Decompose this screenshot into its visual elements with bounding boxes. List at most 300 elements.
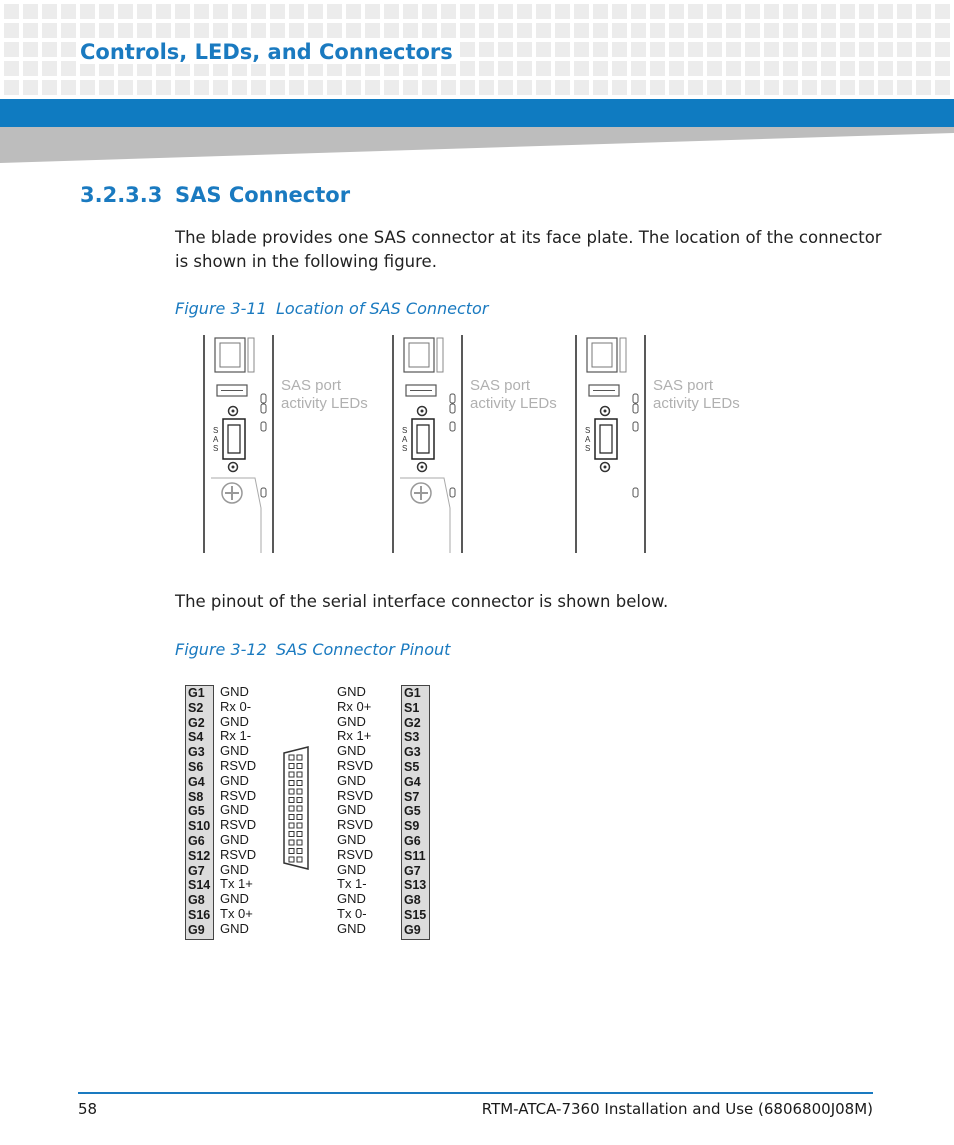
activity-led <box>633 394 638 403</box>
header-pattern-square <box>555 61 570 76</box>
connector-pin <box>289 815 294 820</box>
header-pattern-square <box>289 4 304 19</box>
pin-signal: Tx 0- <box>337 905 367 921</box>
activity-led <box>450 422 455 431</box>
pin-number: G4 <box>188 774 205 789</box>
header-pattern-square <box>289 23 304 38</box>
activity-led <box>633 488 638 497</box>
header-pattern-square <box>821 80 836 95</box>
header-pattern-square <box>80 4 95 19</box>
header-pattern-square <box>61 4 76 19</box>
pin-signal: GND <box>220 920 249 936</box>
header-pattern-square <box>574 4 589 19</box>
header-pattern-square <box>840 42 855 57</box>
pin-signal: Tx 1- <box>337 876 367 892</box>
pin-signal: GND <box>220 684 249 699</box>
header-pattern-square <box>175 23 190 38</box>
ethernet-jack-inner <box>220 343 240 367</box>
header-pattern-square <box>422 80 437 95</box>
header-pattern-square <box>612 80 627 95</box>
faceplate-panel <box>575 330 755 555</box>
header-pattern-square <box>764 80 779 95</box>
header-pattern-square <box>935 61 950 76</box>
header-pattern-square <box>270 23 285 38</box>
header-pattern-square <box>460 61 475 76</box>
header-pattern-square <box>707 4 722 19</box>
header-pattern-square <box>42 80 57 95</box>
activity-led <box>261 404 266 413</box>
connector-pin <box>289 789 294 794</box>
header-pattern-square <box>498 23 513 38</box>
header-pattern-square <box>650 23 665 38</box>
header-pattern-square <box>555 80 570 95</box>
header-pattern-square <box>479 23 494 38</box>
header-pattern-square <box>4 4 19 19</box>
header-pattern-square <box>897 23 912 38</box>
header-pattern-square <box>42 42 57 57</box>
pin-number: G5 <box>404 804 421 819</box>
header-pattern-square <box>42 4 57 19</box>
latch-handle-outline <box>400 478 450 553</box>
ethernet-jack-inner <box>592 343 612 367</box>
header-pattern-square <box>232 80 247 95</box>
header-pattern-square <box>593 80 608 95</box>
pin-number: G6 <box>404 833 421 848</box>
header-pattern-square <box>821 61 836 76</box>
header-pattern-square <box>802 4 817 19</box>
header-pattern-square <box>498 42 513 57</box>
header-pattern-square <box>536 4 551 19</box>
header-pattern-square <box>61 61 76 76</box>
pin-number: S10 <box>188 819 211 834</box>
intro-paragraph: The blade provides one SAS connector at its face plate. The location of the connector is shown in the following figure. <box>175 228 882 271</box>
header-pattern-square <box>802 23 817 38</box>
left-signal-column <box>220 685 256 937</box>
header-pattern-square <box>517 61 532 76</box>
header-pattern-square <box>916 42 931 57</box>
pin-number: S11 <box>404 848 426 863</box>
header-pattern-square <box>156 4 171 19</box>
header-pattern-square <box>441 23 456 38</box>
header-pattern-square <box>384 4 399 19</box>
header-pattern-square <box>308 23 323 38</box>
pin-signal: GND <box>337 891 366 907</box>
connector-pin <box>289 772 294 777</box>
pin-number: G1 <box>188 686 205 700</box>
pin-signal: GND <box>220 861 249 877</box>
header-pattern-square <box>650 80 665 95</box>
header-pattern-square <box>308 80 323 95</box>
page-header-title: Controls, LEDs, and Connectors <box>78 40 459 64</box>
pin-signal: Tx 1+ <box>220 876 253 892</box>
pin-signal: Tx 0+ <box>220 905 253 921</box>
header-pattern-square <box>821 4 836 19</box>
header-pattern-square <box>194 23 209 38</box>
pin-number: S12 <box>188 848 211 863</box>
header-pattern-square <box>745 61 760 76</box>
header-pattern-square <box>536 80 551 95</box>
header-pattern-square <box>764 4 779 19</box>
sas-led-label-line1: SAS port <box>653 377 714 394</box>
header-pattern-square <box>916 80 931 95</box>
header-pattern-square <box>612 61 627 76</box>
header-pattern-square <box>669 23 684 38</box>
screw-bottom-center <box>421 466 424 469</box>
activity-led <box>633 422 638 431</box>
screw-bottom-center <box>232 466 235 469</box>
header-pattern-square <box>498 80 513 95</box>
activity-led <box>261 488 266 497</box>
connector-pin <box>297 832 302 837</box>
header-pattern-square <box>365 23 380 38</box>
header-pattern-square <box>4 61 19 76</box>
header-pattern-square <box>840 61 855 76</box>
left-pin-number-column <box>185 685 214 940</box>
header-pattern-square <box>840 80 855 95</box>
header-pattern-square <box>650 42 665 57</box>
header-pattern-square <box>422 4 437 19</box>
header-pattern-square <box>783 4 798 19</box>
activity-led <box>450 488 455 497</box>
header-pattern-square <box>935 42 950 57</box>
header-pattern-square <box>4 23 19 38</box>
activity-led <box>261 394 266 403</box>
header-pattern-square <box>403 23 418 38</box>
header-pattern-square <box>574 23 589 38</box>
pin-number: S7 <box>404 789 420 804</box>
connector-pin <box>297 798 302 803</box>
pin-signal: GND <box>220 831 249 847</box>
ethernet-led-strip <box>437 338 443 372</box>
header-pattern-square <box>156 80 171 95</box>
sas-connector-body <box>600 425 612 453</box>
header-pattern-square <box>365 4 380 19</box>
screw-top-center <box>421 410 424 413</box>
header-pattern-square <box>897 42 912 57</box>
pin-number: G8 <box>404 893 421 908</box>
figure-11-title: Location of SAS Connector <box>276 299 489 318</box>
pin-signal: RSVD <box>337 817 374 833</box>
pin-number: S15 <box>404 907 427 922</box>
pin-number: G9 <box>404 922 421 937</box>
header-pattern-square <box>688 61 703 76</box>
pin-number: G8 <box>188 893 205 908</box>
pinout-paragraph: The pinout of the serial interface connector is shown below. <box>175 592 669 611</box>
header-pattern-square <box>688 4 703 19</box>
header-pattern-square <box>517 4 532 19</box>
connector-pin <box>297 781 302 786</box>
sas-led-label <box>281 377 368 413</box>
header-pattern-square <box>650 4 665 19</box>
sas-connector-label: SAS <box>585 426 591 453</box>
header-pattern-square <box>479 80 494 95</box>
header-pattern-square <box>137 23 152 38</box>
header-pattern-square <box>194 80 209 95</box>
header-pattern-square <box>669 61 684 76</box>
header-pattern-square <box>745 80 760 95</box>
connector-pin <box>289 781 294 786</box>
header-pattern-square <box>688 42 703 57</box>
header-pattern-square <box>517 80 532 95</box>
header-pattern-square <box>384 23 399 38</box>
sas-connector-label: SAS <box>213 426 219 453</box>
header-pattern-square <box>745 4 760 19</box>
header-pattern-square <box>631 4 646 19</box>
header-pattern-square <box>118 80 133 95</box>
connector-pin <box>297 764 302 769</box>
header-pattern-square <box>327 23 342 38</box>
sas-connector-body <box>228 425 240 453</box>
header-pattern-square <box>308 4 323 19</box>
right-pin-number-column <box>401 685 430 940</box>
pin-number: G2 <box>188 715 205 730</box>
header-pattern-square <box>726 80 741 95</box>
pin-number: G2 <box>404 715 421 730</box>
connector-pin <box>297 823 302 828</box>
header-pattern-square <box>840 23 855 38</box>
header-pattern-square <box>669 42 684 57</box>
header-pattern-square <box>346 80 361 95</box>
sas-led-label-line2: activity LEDs <box>653 395 740 412</box>
section-heading <box>80 183 350 207</box>
pin-signal: RSVD <box>337 787 374 803</box>
pin-signal: GND <box>337 861 366 877</box>
connector-pin <box>289 806 294 811</box>
header-pattern-square <box>536 42 551 57</box>
connector-pin <box>289 823 294 828</box>
header-pattern-square <box>194 4 209 19</box>
header-pattern-square <box>137 4 152 19</box>
figure-11-number: Figure 3-11 <box>175 299 267 318</box>
pin-signal: Rx 1- <box>220 728 252 744</box>
header-pattern-square <box>422 23 437 38</box>
header-pattern-square <box>23 23 38 38</box>
header-pattern-square <box>61 80 76 95</box>
header-pattern-square <box>859 61 874 76</box>
header-pattern-square <box>859 4 874 19</box>
header-pattern-square <box>574 61 589 76</box>
header-pattern-square <box>726 61 741 76</box>
header-pattern-square <box>593 23 608 38</box>
header-pattern-square <box>840 4 855 19</box>
header-pattern-square <box>783 23 798 38</box>
header-pattern-square <box>650 61 665 76</box>
connector-pin <box>297 789 302 794</box>
sas-led-label-line1: SAS port <box>470 377 531 394</box>
sas-connector-label: SAS <box>402 426 408 453</box>
pin-signal: RSVD <box>220 817 257 833</box>
header-pattern-square <box>441 80 456 95</box>
right-signal-column <box>337 685 373 937</box>
header-pattern-square <box>574 80 589 95</box>
header-pattern-square <box>935 4 950 19</box>
section-title: SAS Connector <box>175 183 351 207</box>
sas-connector-body <box>417 425 429 453</box>
pin-signal: GND <box>220 713 249 729</box>
header-pattern-square <box>916 23 931 38</box>
pin-signal: RSVD <box>220 757 257 773</box>
header-pattern-square <box>99 23 114 38</box>
activity-led <box>633 404 638 413</box>
header-pattern-square <box>593 61 608 76</box>
header-pattern-square <box>935 23 950 38</box>
header-pattern-square <box>802 42 817 57</box>
pin-number: S2 <box>188 700 204 715</box>
header-pattern-square <box>42 61 57 76</box>
pin-number: G3 <box>404 745 421 760</box>
pin-signal: GND <box>337 831 366 847</box>
pin-number: G5 <box>188 804 205 819</box>
pin-number: G9 <box>188 922 205 937</box>
header-pattern-square <box>384 80 399 95</box>
header-pattern-square <box>498 4 513 19</box>
pin-number: S1 <box>404 700 420 715</box>
header-pattern-square <box>935 80 950 95</box>
pin-signal: GND <box>337 713 366 729</box>
header-pattern-square <box>536 61 551 76</box>
header-pattern-square <box>118 23 133 38</box>
pin-signal: GND <box>337 743 366 759</box>
header-pattern-square <box>631 23 646 38</box>
header-pattern-square <box>460 4 475 19</box>
screw-bottom-center <box>604 466 607 469</box>
sas-led-label-line1: SAS port <box>281 377 342 394</box>
sas-led-label <box>653 377 740 413</box>
footer-document-title: RTM-ATCA-7360 Installation and Use (6806800J08M) <box>481 1100 873 1118</box>
header-pattern-square <box>346 4 361 19</box>
header-pattern-square <box>878 42 893 57</box>
pin-signal: RSVD <box>220 787 257 803</box>
header-pattern-square <box>859 23 874 38</box>
header-pattern-square <box>175 4 190 19</box>
header-pattern-square <box>346 23 361 38</box>
header-pattern-square <box>802 61 817 76</box>
header-pattern-square <box>707 80 722 95</box>
header-pattern-square <box>878 80 893 95</box>
connector-pin <box>297 840 302 845</box>
header-pattern-square <box>707 61 722 76</box>
header-pattern-square <box>821 23 836 38</box>
header-pattern-square <box>4 42 19 57</box>
connector-pin <box>289 764 294 769</box>
header-pattern-square <box>631 80 646 95</box>
header-pattern-square <box>118 4 133 19</box>
pin-signal: RSVD <box>337 757 374 773</box>
pin-signal: GND <box>220 772 249 788</box>
header-pattern-square <box>441 4 456 19</box>
header-pattern-square <box>460 23 475 38</box>
header-pattern-square <box>270 4 285 19</box>
header-pattern-square <box>555 23 570 38</box>
connector-pin <box>297 772 302 777</box>
section-number: 3.2.3.3 <box>80 183 163 207</box>
header-pattern-square <box>251 4 266 19</box>
pin-signal: RSVD <box>220 846 257 862</box>
header-pattern-square <box>99 4 114 19</box>
header-pattern-square <box>593 4 608 19</box>
pin-signal: Rx 0+ <box>337 698 372 714</box>
header-pattern-square <box>726 4 741 19</box>
header-pattern-square <box>707 42 722 57</box>
pin-number: G7 <box>188 863 205 878</box>
header-pattern-square <box>764 61 779 76</box>
header-pattern-square <box>783 42 798 57</box>
ethernet-led-strip <box>248 338 254 372</box>
header-pattern-square <box>821 42 836 57</box>
connector-pin <box>289 840 294 845</box>
pin-signal: Rx 0- <box>220 698 252 714</box>
header-pattern-square <box>61 23 76 38</box>
header-pattern-square <box>612 42 627 57</box>
pin-number: S4 <box>188 730 204 745</box>
header-pattern-square <box>555 42 570 57</box>
header-pattern-square <box>80 80 95 95</box>
header-pattern-square <box>365 80 380 95</box>
screw-top-center <box>604 410 607 413</box>
header-pattern-square <box>403 4 418 19</box>
header-pattern-square <box>42 23 57 38</box>
faceplate-panel <box>392 330 572 555</box>
pin-number: G3 <box>188 745 205 760</box>
header-pattern-square <box>327 80 342 95</box>
figure-12-caption <box>175 640 450 659</box>
header-pattern-square <box>479 61 494 76</box>
header-pattern-square <box>251 80 266 95</box>
header-pattern-square <box>213 4 228 19</box>
header-pattern-square <box>897 61 912 76</box>
header-pattern-square <box>783 80 798 95</box>
header-pattern-square <box>878 61 893 76</box>
pin-signal: GND <box>220 743 249 759</box>
connector-pin <box>289 849 294 854</box>
header-pattern-square <box>23 4 38 19</box>
sas-led-label-line2: activity LEDs <box>281 395 368 412</box>
header-pattern-square <box>479 42 494 57</box>
pin-number: S9 <box>404 819 420 834</box>
pin-number: S8 <box>188 789 204 804</box>
pin-number: S6 <box>188 759 204 774</box>
connector-pin <box>289 857 294 862</box>
header-pattern-square <box>612 4 627 19</box>
header-pattern-square <box>783 61 798 76</box>
header-pattern-square <box>688 23 703 38</box>
connector-pin <box>289 832 294 837</box>
header-pattern-square <box>251 23 266 38</box>
header-pattern-square <box>726 23 741 38</box>
pin-signal: GND <box>220 802 249 818</box>
header-pattern-square <box>403 80 418 95</box>
pin-signal: Rx 1+ <box>337 728 372 744</box>
connector-pin <box>289 755 294 760</box>
pin-number: S13 <box>404 878 427 893</box>
header-pattern-square <box>23 42 38 57</box>
footer-page-number: 58 <box>78 1100 98 1118</box>
header-pattern-square <box>479 4 494 19</box>
connector-pin <box>297 806 302 811</box>
footer-rule <box>78 1092 873 1094</box>
header-pattern-square <box>289 80 304 95</box>
header-pattern-square <box>232 4 247 19</box>
sas-led-label-line2: activity LEDs <box>470 395 557 412</box>
pin-signal: GND <box>337 684 366 699</box>
sas-led-label <box>470 377 557 413</box>
header-pattern-square <box>878 23 893 38</box>
header-pattern-square <box>612 23 627 38</box>
connector-pin <box>297 849 302 854</box>
header-pattern-square <box>213 80 228 95</box>
header-pattern-square <box>99 80 114 95</box>
activity-led <box>450 404 455 413</box>
